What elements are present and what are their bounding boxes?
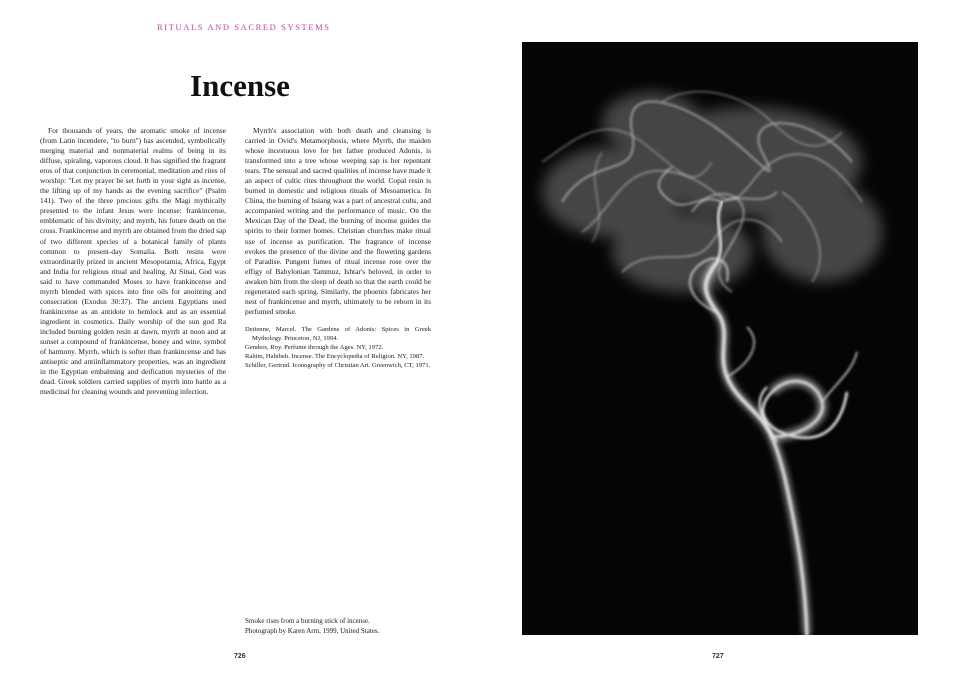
body-paragraph: For thousands of years, the aromatic smoke of incense (from Latin incendere, "to burn") has ascended, symbolically merging material and nonmaterial realms of being in its diffuse, spiraling, vaporous cloud. It has signified the fragrant eros of that conjunction in ceremonial, meditation and rites of worship: "Let my prayer be set forth in your sight as incense, the lifting up of my hands as the evening sacrifice" (Psalm 141). Two of the three precious gifts the Magi mythically presented to the infant Jesus were incense: frankincense, emblematic of his divinity; and myrrh, his future death on the cross. Frankincense and myrrh are obtained from the dried sap of two different species of a botanical family of plants common to present-day Somalia. Both resins were extraordinarily prized in ancient Mesopotamia, Africa, Egypt and India for religious ritual and healing. At Sinai, God was said to have commanded Moses to have frankincense and myrrh blended with spices into fine oils for anointing and consecration (Exodus 30:37). The ancient Egyptians used frankincense as an antidote to hemlock and as an essential ingredient in cosmetics. Daily worship of the sun god Ra included burning golden resin at dawn, myrrh at noon and at sunset a compound of frankincense, honey and wine, symbol of harmony. Myrrh, which is softer than frankincense and has antiseptic and antiinflammatory properties, was an ingredient in the Egyptian embalming and deification mysteries of the dead. Greek soldiers carried supplies of myrrh into battle as a medicinal for cleaning wounds and preventing infection. [40, 126, 226, 397]
photo-caption [245, 617, 435, 636]
incense-smoke-photo [522, 42, 918, 635]
page-number-right: 727 [712, 653, 724, 660]
bibliography-entry: Detienne, Marcel. The Gardens of Adonis: Spices in Greek Mythology. Princeton, NJ, 1994. [245, 325, 431, 342]
caption-line: Smoke rises from a burning stick of incense. [245, 617, 370, 625]
page-title: Incense [190, 68, 290, 103]
column-left [40, 126, 226, 397]
bibliography [245, 325, 431, 370]
page-number-left: 726 [234, 653, 246, 660]
bibliography-entry: Genders, Roy. Perfume through the Ages. NY, 1972. [245, 343, 384, 351]
body-paragraph: Myrrh's association with both death and cleansing is carried in Ovid's Metamorphosis, where Myrrh, the maiden whose incestuous love for her father produced Adonis, is transformed into a tree whose weeping sap is her repentant tears. The sensual and sacred qualities of incense have made it an aspect of cultic rites throughout the world. Copal resin is burned in domestic and religious rituals of Mesoamerica. In China, the burning of hsiang was a part of ancestral cults, and accompanied writing and the performance of music. On the Mexican Day of the Dead, the burning of incense guides the spirits to their former homes. Christian churches make ritual use of incense as purification. The fragrance of incense evokes the presence of the divine and the flowering gardens of Paradise. Pungent fumes of ritual incense rose over the effigy of Babylonian Tammuz, Ishtar's beloved, in order to awaken him from the sleep of death so that the earth could be regenerated each spring. Similarly, the phoenix fabricates her nest of frankincense and myrrh, ultimately to be reborn in its perfumed smoke. [245, 126, 431, 316]
column-right [245, 126, 431, 370]
bibliography-entry: Rahim, Habibeh. Incense. The Encyclopedia of Religion. NY, 1987. [245, 352, 425, 360]
caption-line: Photograph by Karen Arm, 1999, United States. [245, 626, 380, 635]
running-head: RITUALS AND SACRED SYSTEMS [157, 22, 331, 32]
bibliography-entry: Schiller, Gertrud. Iconography of Christian Art. Greenwich, CT, 1971. [245, 361, 431, 369]
smoke-illustration [522, 42, 918, 635]
